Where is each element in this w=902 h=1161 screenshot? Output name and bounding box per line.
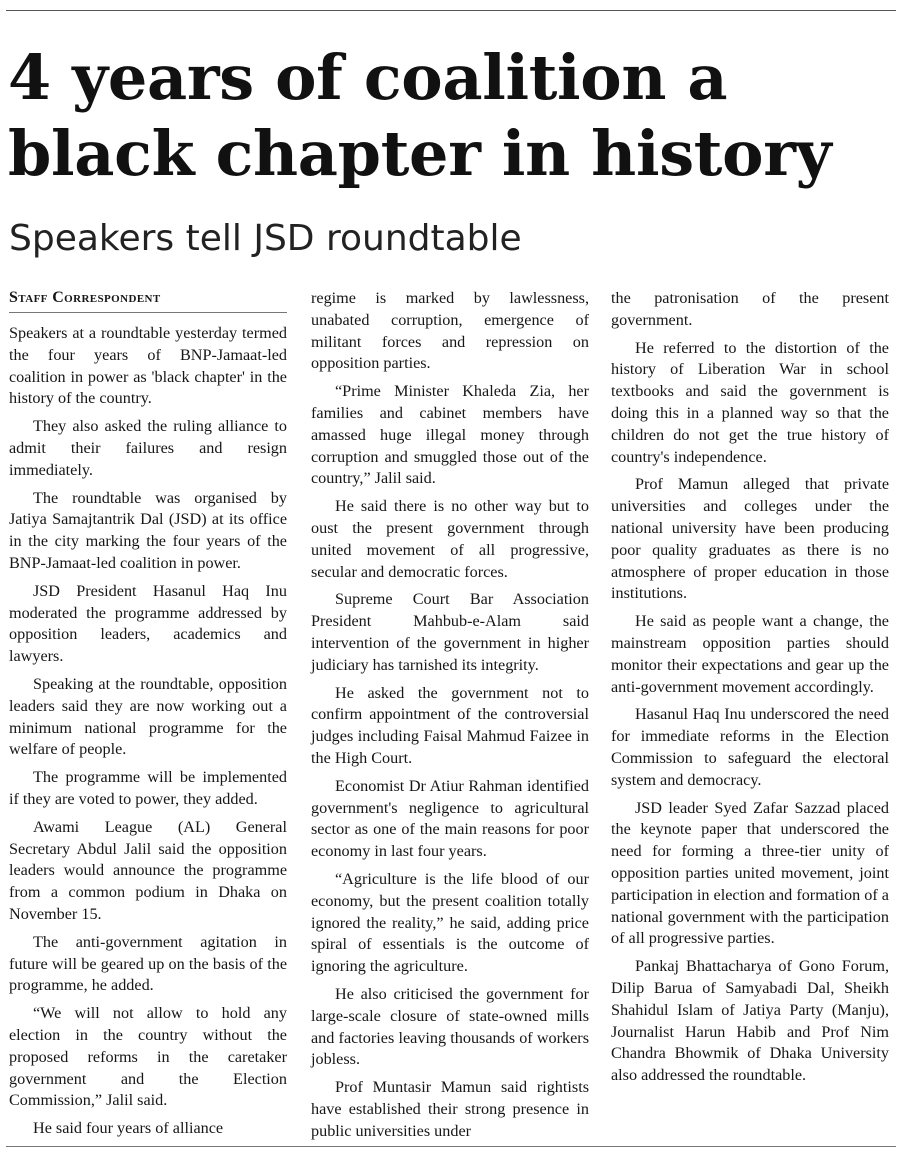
paragraph: Pankaj Bhattacharya of Gono Forum, Dilip Barua of Samyabadi Dal, Sheikh Shahidul Islam of Jatiya Party (Manju), Journalist Harun Habib and Prof Nim Chandra Bhowmik of Dhaka University also addressed the roundtable. (611, 957, 889, 1085)
paragraph: He said four years of alliance (33, 1119, 224, 1138)
paragraph: Speakers at a roundtable yesterday termed the four years of BNP-Jamaat-led coalition in power as 'black chapter' in the history of the country. (9, 324, 287, 408)
paragraph: Awami League (AL) General Secretary Abdul Jalil said the opposition leaders would announce the programme from a common podium in Dhaka on November 15. (9, 817, 287, 923)
paragraph: He referred to the distortion of the history of Liberation War in school textbooks and said the government is doing this in a planned way so that the children do not get the true history of country's independence. (611, 338, 889, 466)
byline: Staff Correspondent (9, 288, 287, 313)
paragraph: Economist Dr Atiur Rahman identified government's negligence to agricultural sector as one of the main reasons for poor economy in last four years. (311, 776, 589, 861)
article-column-3 (611, 288, 889, 1093)
paragraph: “We will not allow to hold any election in the country without the proposed reforms in the caretaker government and the Election Commission,” Jalil said. (9, 1004, 287, 1110)
article-column-1 (9, 288, 287, 1146)
paragraph: They also asked the ruling alliance to admit their failures and resign immediately. (9, 417, 287, 479)
paragraph: Prof Muntasir Mamun said rightists have established their strong presence in public universities under (311, 1078, 589, 1140)
paragraph: JSD leader Syed Zafar Sazzad placed the keynote paper that underscored the need for forming a three-tier unity of opposition parties united movement, joint participation in election and formation of a national government with the participation of all progressive parties. (611, 798, 889, 948)
paragraph: “Agriculture is the life blood of our economy, but the present coalition totally ignored the reality,” he said, adding price spiral of essentials is the outcome of ignoring the agriculture. (311, 869, 589, 976)
paragraph: Hasanul Haq Inu underscored the need for immediate reforms in the Election Commission to safeguard the electoral system and democracy. (611, 705, 889, 789)
subheadline: Speakers tell JSD roundtable (9, 218, 522, 259)
top-rule (6, 10, 896, 11)
paragraph: “Prime Minister Khaleda Zia, her families and cabinet members have amassed huge illegal money through corruption and smuggled those out of the country,” Jalil said. (311, 382, 589, 488)
paragraph: He said there is no other way but to oust the present government through united movement of all progressive, secular and democratic forces. (311, 497, 589, 581)
bottom-rule (6, 1146, 896, 1147)
paragraph: JSD President Hasanul Haq Inu moderated the programme addressed by opposition leaders, academics and lawyers. (9, 581, 287, 666)
paragraph: He said as people want a change, the mainstream opposition parties should monitor their expectations and gear up the anti-government movement accordingly. (611, 612, 889, 696)
paragraph: He also criticised the government for large-scale closure of state-owned mills and factories leaving thousands of workers jobless. (311, 984, 589, 1069)
paragraph: The anti-government agitation in future will be geared up on the basis of the programme, he added. (9, 932, 287, 995)
paragraph: The programme will be implemented if they are voted to power, they added. (9, 768, 287, 808)
paragraph: Supreme Court Bar Association President Mahbub-e-Alam said intervention of the government in higher judiciary has tarnished its integrity. (311, 590, 589, 674)
article-column-2 (311, 288, 589, 1148)
paragraph: Speaking at the roundtable, opposition leaders said they are now working out a minimum national programme for the welfare of people. (9, 674, 287, 759)
headline: 4 years of coalition a black chapter in history (8, 41, 832, 190)
paragraph: He asked the government not to confirm appointment of the controversial judges including Faisal Mahmud Faizee in the High Court. (311, 683, 589, 767)
paragraph: Prof Mamun alleged that private universities and colleges under the national university have been producing poor quality graduates as there is no atmosphere of proper education in those institutions. (611, 475, 889, 603)
paragraph: the patronisation of the present government. (611, 289, 889, 329)
paragraph: regime is marked by lawlessness, unabated corruption, emergence of militant forces and repression on opposition parties. (311, 289, 589, 373)
paragraph: The roundtable was organised by Jatiya Samajtantrik Dal (JSD) at its office in the city marking the four years of the BNP-Jamaat-led coalition in power. (9, 488, 287, 572)
